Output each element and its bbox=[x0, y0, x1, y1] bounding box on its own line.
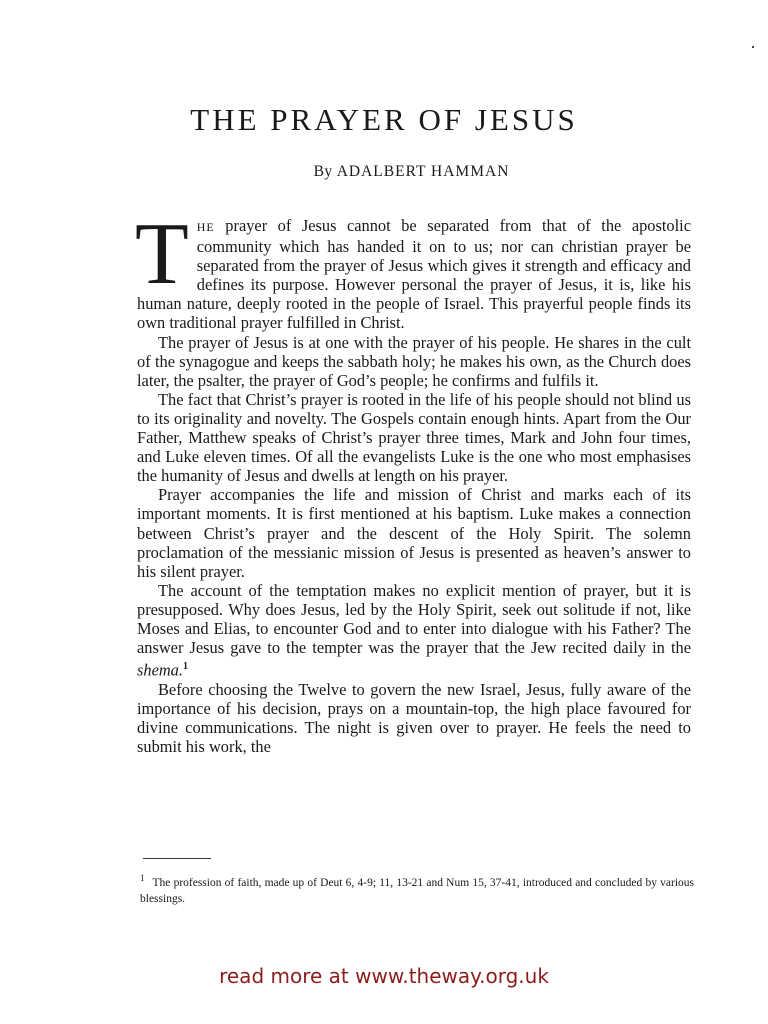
paragraph-1-text: prayer of Jesus cannot be separated from that of the apostolic community which has handed it on to us; nor can christian prayer be separated from the prayer of Jesus which gives it strength and efficacy and defines its purpose. However personal the prayer of Jesus, it is, like his human nature, deeply rooted in the people of Israel. This prayerful people finds its own traditional prayer fulfilled in Christ. bbox=[137, 216, 691, 333]
footnote-text: The profession of faith, made up of Deut 6, 4-9; 11, 13-21 and Num 15, 37-41, introduced and concluded by various blessings. bbox=[140, 876, 694, 905]
article-body bbox=[135, 206, 691, 756]
article-byline bbox=[0, 163, 768, 181]
footnote-divider bbox=[143, 858, 211, 859]
article-title: THE PRAYER OF JESUS bbox=[190, 102, 578, 137]
read-more-link[interactable]: read more at www.theway.org.uk bbox=[219, 964, 549, 988]
paragraph-5 bbox=[137, 581, 691, 680]
shema-word: shema. bbox=[137, 660, 183, 680]
scan-speck bbox=[752, 46, 754, 48]
paragraph-6: Before choosing the Twelve to govern the new Israel, Jesus, fully aware of the importance of his decision, prays on a mountain-top, the high place favoured for divine communications. The night is given over to prayer. He feels the need to submit his work, the bbox=[137, 679, 691, 756]
footnote-ref[interactable]: 1 bbox=[182, 661, 188, 673]
drop-cap: T bbox=[135, 206, 189, 303]
byline-prefix: By bbox=[313, 163, 333, 180]
paragraph-2: The prayer of Jesus is at one with the prayer of his people. He shares in the cult of the synagogue and keeps the sabbath holy; he makes his own, as the Church does later, the psalter, the prayer of God’s people; he confirms and fulfils it. bbox=[137, 332, 691, 390]
footnote-marker: 1 bbox=[140, 873, 145, 883]
paragraph-3: The fact that Christ’s prayer is rooted in the life of his people should not blind us to its originality and novelty. The Gospels contain enough hints. Apart from the Our Father, Matthew speaks of Christ’s prayer three times, Mark and John four times, and Luke eleven times. Of all the evangelists Luke is the one who most emphasises the humanity of Jesus and dwells at length on his prayer. bbox=[137, 389, 691, 486]
paragraph-4: Prayer accompanies the life and mission of Christ and marks each of its important moments. It is first mentioned at his baptism. Luke makes a connection between Christ’s prayer and the descent of the Holy Spirit. The solemn proclamation of the messianic mission of Jesus is presented as heaven’s answer to his silent prayer. bbox=[137, 485, 691, 581]
author-name: ADALBERT HAMMAN bbox=[336, 163, 510, 180]
paragraph-1 bbox=[135, 206, 691, 333]
paragraph-5-text: The account of the temptation makes no explicit mention of prayer, but it is presupposed. Why does Jesus, led by the Holy Spirit, seek out solitude if not, like Moses and Elias, to encounter God and to enter into dialogue with his Father? The answer Jesus gave to the tempter was the prayer that the Jew recited daily in the bbox=[137, 580, 691, 658]
footnote bbox=[140, 870, 694, 907]
opening-smallcaps: HE bbox=[196, 220, 215, 234]
